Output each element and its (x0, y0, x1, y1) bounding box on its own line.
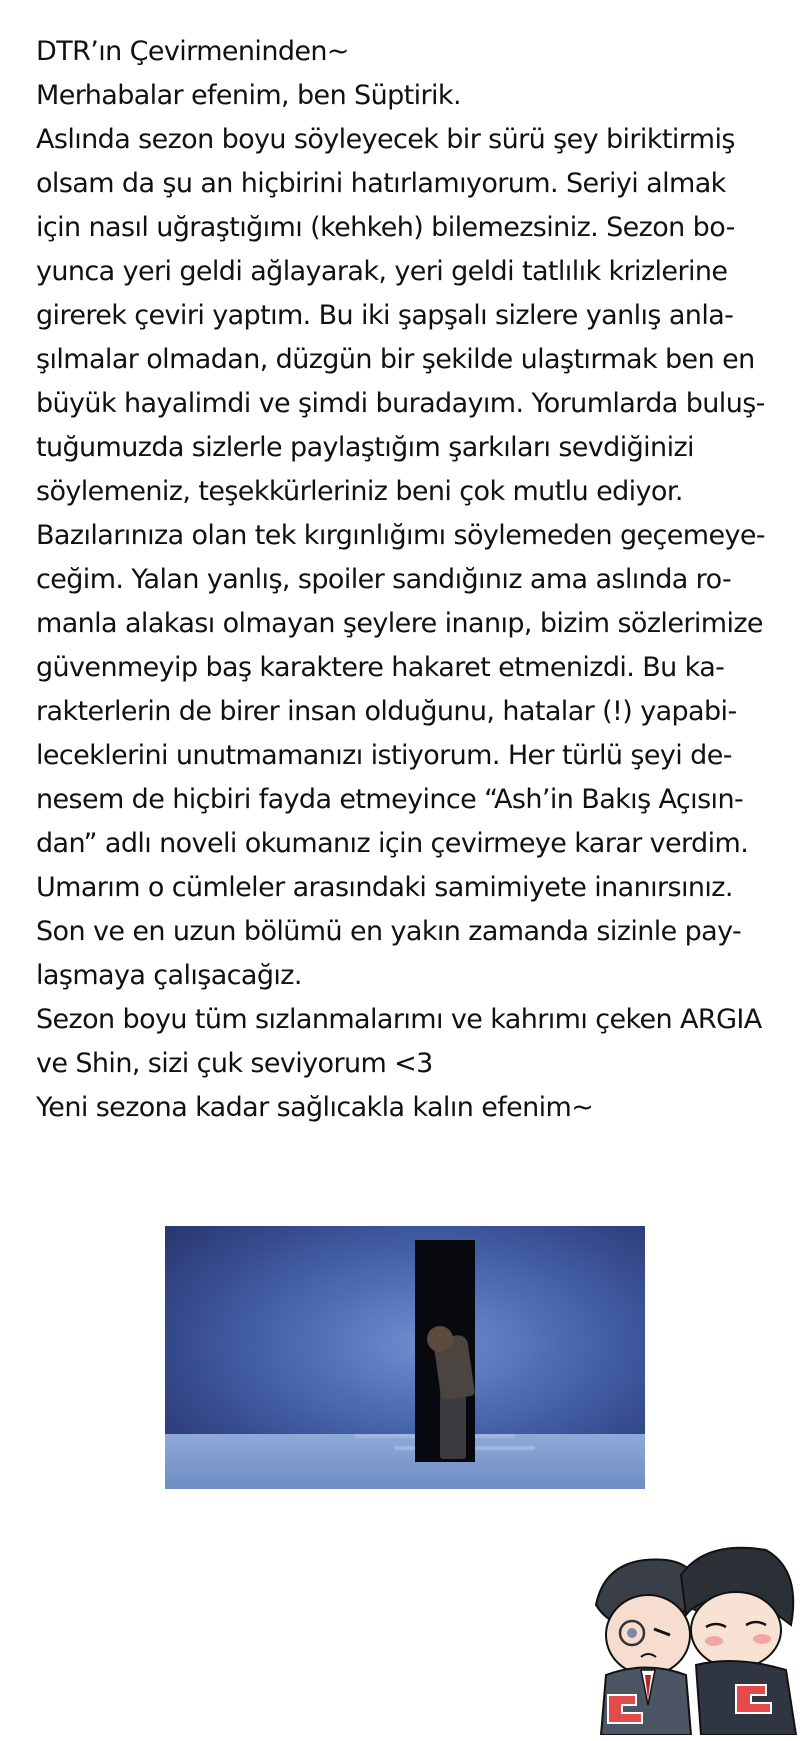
note-line: rakterlerin de birer insan olduğunu, hatalar (!) yapabi- (36, 696, 737, 727)
note-line: güvenmeyip baş karaktere hakaret etmenizdi. Bu ka- (36, 652, 725, 683)
chibi-characters-illustration (586, 1535, 804, 1735)
note-line: söylemeniz, teşekkürleriniz beni çok mutlu ediyor. (36, 476, 683, 507)
stage-floor (165, 1434, 645, 1489)
note-line: manla alakası olmayan şeylere inanıp, bizim sözlerimize (36, 608, 763, 639)
note-line: Sezon boyu tüm sızlanmalarımı ve kahrımı çeken ARGIA (36, 1004, 762, 1035)
note-line: Merhabalar efenim, ben Süptirik. (36, 80, 461, 111)
note-line: DTR’ın Çevirmeninden~ (36, 36, 349, 67)
note-line: nesem de hiçbiri fayda etmeyince “Ash’in Bakış Açısın- (36, 784, 744, 815)
note-line: ceğim. Yalan yanlış, spoiler sandığınız ama aslında ro- (36, 564, 732, 595)
person-legs (440, 1391, 466, 1459)
note-line: tuğumuzda sizlerle paylaştığım şarkıları sevdiğinizi (36, 432, 694, 463)
note-line: Yeni sezona kadar sağlıcakla kalın efenim~ (36, 1092, 594, 1123)
note-line: şılmalar olmadan, düzgün bir şekilde ulaştırmak ben en (36, 344, 755, 375)
note-line: dan” adlı noveli okumanız için çevirmeye karar verdim. (36, 828, 749, 859)
note-line: Umarım o cümleler arasındaki samimiyete inanırsınız. (36, 872, 733, 903)
person-head (427, 1326, 453, 1352)
note-line: için nasıl uğraştığımı (kehkeh) bilemezsiniz. Sezon bo- (36, 212, 735, 243)
note-line: leceklerini unutmamanızı istiyorum. Her türlü şeyi de- (36, 740, 732, 771)
note-line: olsam da şu an hiçbirini hatırlamıyorum. Seriyi almak (36, 168, 726, 199)
translator-note (36, 30, 796, 1130)
note-line: Aslında sezon boyu söyleyecek bir sürü şey biriktirmiş (36, 124, 735, 155)
note-line: Bazılarınıza olan tek kırgınlığımı söylemeden geçemeye- (36, 520, 766, 551)
note-line: girerek çeviri yaptım. Bu iki şapşalı sizlere yanlış anla- (36, 300, 734, 331)
right-character-face (691, 1592, 781, 1668)
bowing-man-photo (165, 1226, 645, 1489)
note-line: büyük hayalimdi ve şimdi buradayım. Yorumlarda buluş- (36, 388, 765, 419)
note-line: Son ve en uzun bölümü en yakın zamanda sizinle pay- (36, 916, 742, 947)
note-line: laşmaya çalışacağız. (36, 960, 302, 991)
note-line: yunca yeri geldi ağlayarak, yeri geldi tatlılık krizlerine (36, 256, 728, 287)
left-character-face (606, 1595, 690, 1675)
note-line: ve Shin, sizi çuk seviyorum <3 (36, 1048, 433, 1079)
